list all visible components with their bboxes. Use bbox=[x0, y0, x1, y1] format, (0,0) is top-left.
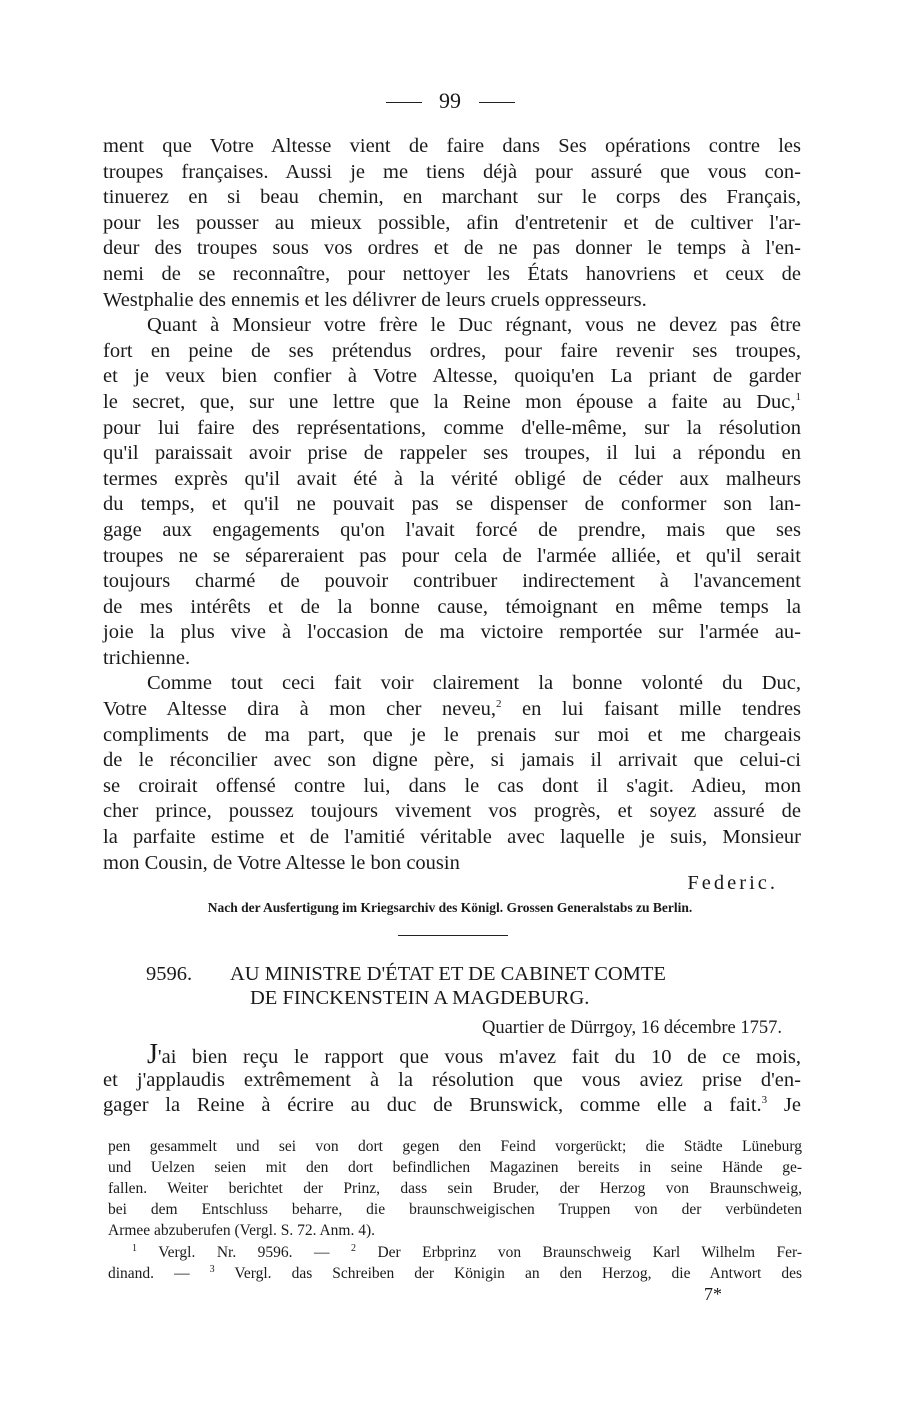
text-line: la parfaite estime et de l'amitié véritable avec laquelle je suis, Monsieur bbox=[103, 826, 801, 849]
text-line: deur des troupes sous vos ordres et de ne pas donner le temps à l'en- bbox=[103, 237, 801, 260]
text-line: Quant à Monsieur votre frère le Duc régnant, vous ne devez pas être bbox=[147, 314, 801, 337]
text-line: Comme tout ceci fait voir clairement la bonne volonté du Duc, bbox=[147, 672, 801, 695]
text-line: gage aux engagements qu'on l'avait forcé de prendre, mais que ses bbox=[103, 518, 801, 541]
footnote-text: Vergl. Nr. 9596. — bbox=[158, 1244, 330, 1261]
footnote-marker: 1 bbox=[132, 1242, 137, 1254]
text-line: et je veux bien confier à Votre Altesse, quoiqu'en La priant de garder bbox=[103, 365, 801, 388]
text-line: de mes intérêts et de la bonne cause, témoignant en même temps la bbox=[103, 595, 801, 618]
signature: Federic. bbox=[687, 872, 778, 894]
footnote-line: pen gesammelt und sei von dort gegen den Feind vorgerückt; die Städte Lüneburg bbox=[108, 1138, 802, 1155]
footnote-marker: 3 bbox=[209, 1263, 215, 1275]
text-line: mon Cousin, de Votre Altesse le bon cousin bbox=[103, 851, 460, 874]
header-dash-right bbox=[479, 102, 515, 103]
text-line: de le réconcilier avec son digne père, si jamais il arrivait que celui-ci bbox=[103, 749, 801, 772]
footnote-text: Der Erbprinz von Braunschweig Karl Wilhelm Fer- bbox=[377, 1244, 802, 1261]
text-line bbox=[103, 1039, 801, 1070]
text-fragment: 'ai bien reçu le rapport que vous m'avez fait du 10 de ce mois, bbox=[157, 1046, 801, 1068]
text-fragment: Votre Altesse dira à mon cher neveu, bbox=[103, 698, 497, 721]
footnote-line: bei dem Entschluss beharre, die braunschweigischen Truppen von der verbündeten bbox=[108, 1201, 802, 1218]
text-line bbox=[103, 390, 801, 416]
text-fragment: le secret, que, sur une lettre que la Reine mon épouse a faite au Duc, bbox=[103, 390, 796, 413]
text-line: troupes françaises. Aussi je me tiens déjà pour assuré que vous con- bbox=[103, 160, 801, 183]
page-header bbox=[0, 88, 900, 114]
text-line: pour lui faire des représentations, comme d'elle-même, sur la résolution bbox=[103, 416, 801, 439]
footnote-continuation bbox=[108, 1136, 802, 1241]
footnote-marker: 1 bbox=[795, 391, 801, 404]
text-line: joie la plus vive à l'occasion de ma victoire remportée sur l'armée au- bbox=[103, 621, 801, 644]
letter-heading bbox=[146, 962, 786, 1010]
text-fragment: gager la Reine à écrire au duc de Brunswick, comme elle a fait. bbox=[103, 1094, 762, 1117]
signature-mark: 7* bbox=[704, 1284, 722, 1304]
letter-title-line1: AU MINISTRE D'ÉTAT ET DE CABINET COMTE bbox=[230, 963, 666, 985]
text-fragment: en lui faisant mille tendres bbox=[522, 698, 802, 721]
text-line: du temps, et qu'il ne pouvait pas se dispenser de conformer son lan- bbox=[103, 493, 801, 516]
text-line: trichienne. bbox=[103, 646, 191, 669]
text-fragment: Je bbox=[783, 1094, 801, 1117]
footnote-text: Vergl. das Schreiben der Königin an den Herzog, die Antwort des bbox=[234, 1265, 802, 1282]
letter-continuation bbox=[103, 134, 801, 876]
text-line: fort en peine de ses prétendus ordres, pour faire revenir ses troupes, bbox=[103, 339, 801, 362]
footnote-line: fallen. Weiter berichtet der Prinz, dass sein Bruder, der Herzog von Braunschweig, bbox=[108, 1180, 802, 1197]
text-line: termes exprès qu'il avait été à la vérité obligé de céder aux malheurs bbox=[103, 467, 801, 490]
text-line bbox=[103, 1093, 801, 1119]
footnote-marker: 2 bbox=[496, 698, 502, 711]
text-line: Westphalie des ennemis et les délivrer de leurs cruels oppresseurs. bbox=[103, 288, 647, 311]
letter-body bbox=[103, 1039, 801, 1119]
letter-number: 9596. bbox=[146, 963, 193, 985]
text-line: ment que Votre Altesse vient de faire dans Ses opérations contre les bbox=[103, 135, 801, 157]
footnote-marker: 2 bbox=[350, 1242, 356, 1254]
text-line: nemi de se reconnaître, pour nettoyer les États hanovriens et ceux de bbox=[103, 262, 801, 285]
text-line: qu'il paraissait avoir prise de rappeler ses troupes, il lui a répondu en bbox=[103, 442, 801, 465]
footnote-line bbox=[108, 1263, 802, 1284]
page-number: 99 bbox=[439, 88, 461, 113]
text-line: tinuerez en si beau chemin, en marchant sur le corps des Français, bbox=[103, 186, 801, 209]
footnote-marker: 3 bbox=[761, 1094, 768, 1107]
letter-title-line2: DE FINCKENSTEIN A MAGDEBURG. bbox=[250, 987, 590, 1009]
text-line: cher prince, poussez toujours vivement vos progrès, et soyez assuré de bbox=[103, 800, 801, 823]
section-divider bbox=[398, 935, 508, 936]
source-note: Nach der Ausfertigung im Kriegsarchiv des Königl. Grossen Generalstabs zu Berlin. bbox=[207, 900, 693, 915]
header-dash-left bbox=[386, 102, 422, 103]
footnote-line bbox=[108, 1242, 802, 1263]
text-line: pour les pousser au mieux possible, afin d'entretenir et de cultiver l'ar- bbox=[103, 211, 801, 234]
text-line bbox=[103, 697, 801, 723]
initial-letter: J bbox=[147, 1039, 158, 1070]
footnote-text: dinand. — bbox=[108, 1265, 190, 1282]
text-line: toujours charmé de pouvoir contribuer indirectement à l'avancement bbox=[103, 570, 801, 593]
text-line: se croirait offensé contre lui, dans le cas dont il s'agit. Adieu, mon bbox=[103, 774, 801, 797]
footnote-line: Armee abzuberufen (Vergl. S. 72. Anm. 4). bbox=[108, 1222, 376, 1239]
footnotes bbox=[108, 1242, 802, 1284]
dateline: Quartier de Dürrgoy, 16 décembre 1757. bbox=[481, 1018, 782, 1038]
text-line: compliments de ma part, que je le prenais sur moi et me chargeais bbox=[103, 723, 801, 746]
text-line: et j'applaudis extrêmement à la résolution que vous aviez prise d'en- bbox=[103, 1068, 801, 1091]
text-line: troupes ne se sépareraient pas pour cela de l'armée alliée, et qu'il serait bbox=[103, 544, 801, 567]
footnote-line: und Uelzen seien mit den dort befindlichen Magazinen bereits in seine Hände ge- bbox=[108, 1159, 802, 1176]
